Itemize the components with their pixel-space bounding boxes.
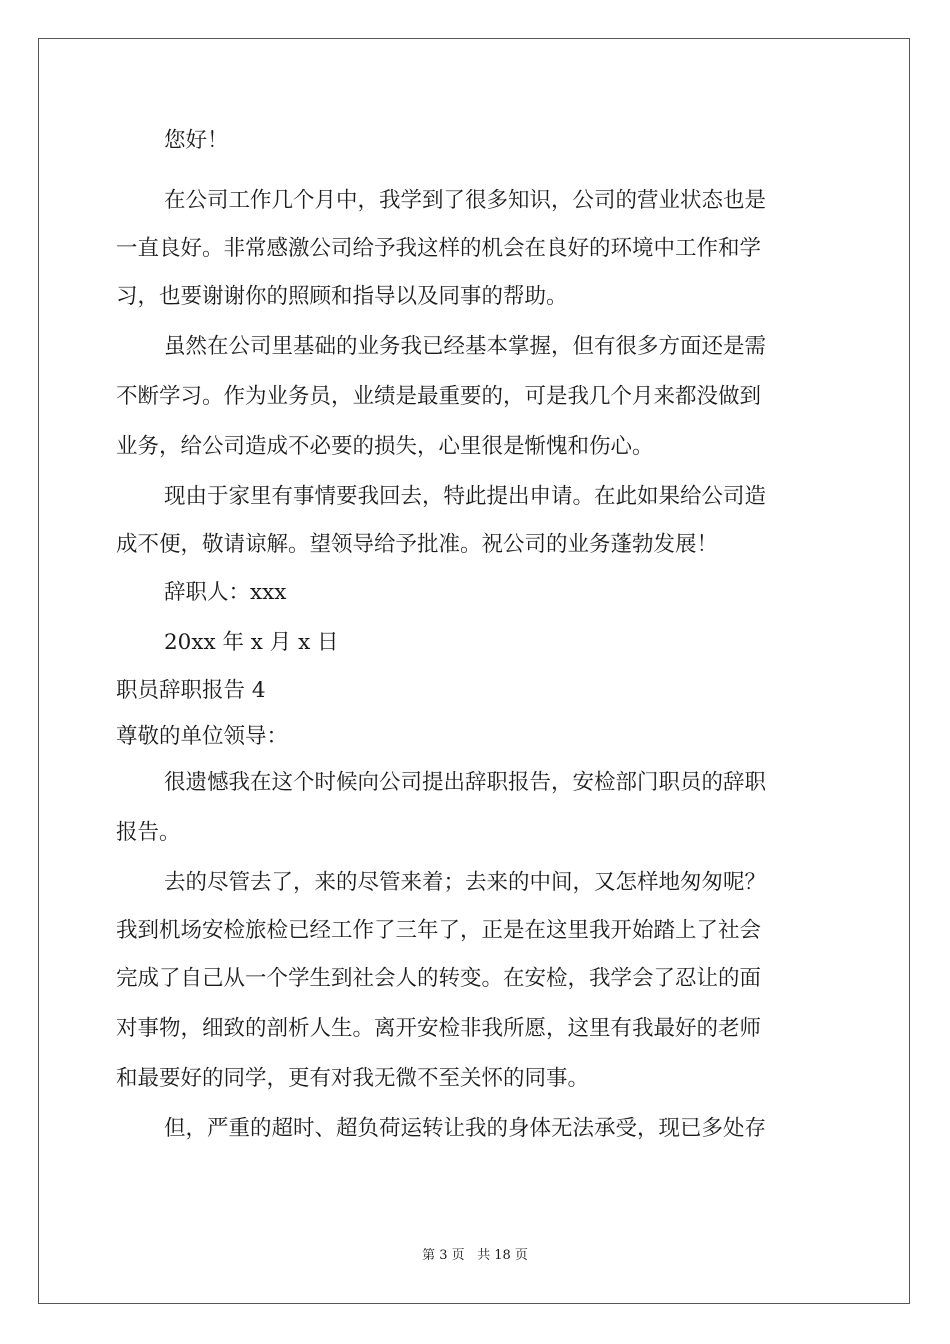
page-footer: [0, 1247, 950, 1265]
text-line: 报告。: [116, 820, 181, 845]
text-line: 和最要好的同学，更有对我无微不至关怀的同事。: [116, 1066, 590, 1091]
page-number: 第 3 页: [422, 1248, 465, 1263]
text-line: 很遗憾我在这个时候向公司提出辞职报告，安检部门职员的辞职: [164, 770, 767, 795]
text-line: 现由于家里有事情要我回去，特此提出申请。在此如果给公司造: [164, 484, 767, 509]
text-line: 尊敬的单位领导：: [116, 724, 289, 749]
text-line: 成不便，敬请谅解。望领导给予批准。祝公司的业务蓬勃发展！: [116, 532, 719, 557]
text-line: 辞职人：xxx: [164, 580, 287, 605]
text-line: 虽然在公司里基础的业务我已经基本掌握，但有很多方面还是需: [164, 334, 767, 359]
text-line: 但，严重的超时、超负荷运转让我的身体无法承受，现已多处存: [164, 1116, 767, 1141]
page-total: 共 18 页: [477, 1248, 528, 1263]
text-line: 习，也要谢谢你的照顾和指导以及同事的帮助。: [116, 284, 568, 309]
text-line: 您好！: [164, 128, 229, 153]
text-line: 业务，给公司造成不必要的损失，心里很是惭愧和伤心。: [116, 434, 654, 459]
text-line: 20xx 年 x 月 x 日: [164, 630, 339, 655]
text-line: 在公司工作几个月中，我学到了很多知识，公司的营业状态也是: [164, 188, 767, 213]
text-line: 职员辞职报告 4: [116, 678, 266, 703]
text-line: 不断学习。作为业务员，业绩是最重要的，可是我几个月来都没做到: [116, 384, 762, 409]
text-line: 去的尽管去了，来的尽管来着；去来的中间，又怎样地匆匆呢？: [164, 870, 767, 895]
text-line: 一直良好。非常感激公司给予我这样的机会在良好的环境中工作和学: [116, 236, 762, 261]
text-line: 我到机场安检旅检已经工作了三年了，正是在这里我开始踏上了社会: [116, 918, 762, 943]
text-line: 对事物，细致的剖析人生。离开安检非我所愿，这里有我最好的老师: [116, 1016, 762, 1041]
text-line: 完成了自己从一个学生到社会人的转变。在安检，我学会了忍让的面: [116, 966, 762, 991]
